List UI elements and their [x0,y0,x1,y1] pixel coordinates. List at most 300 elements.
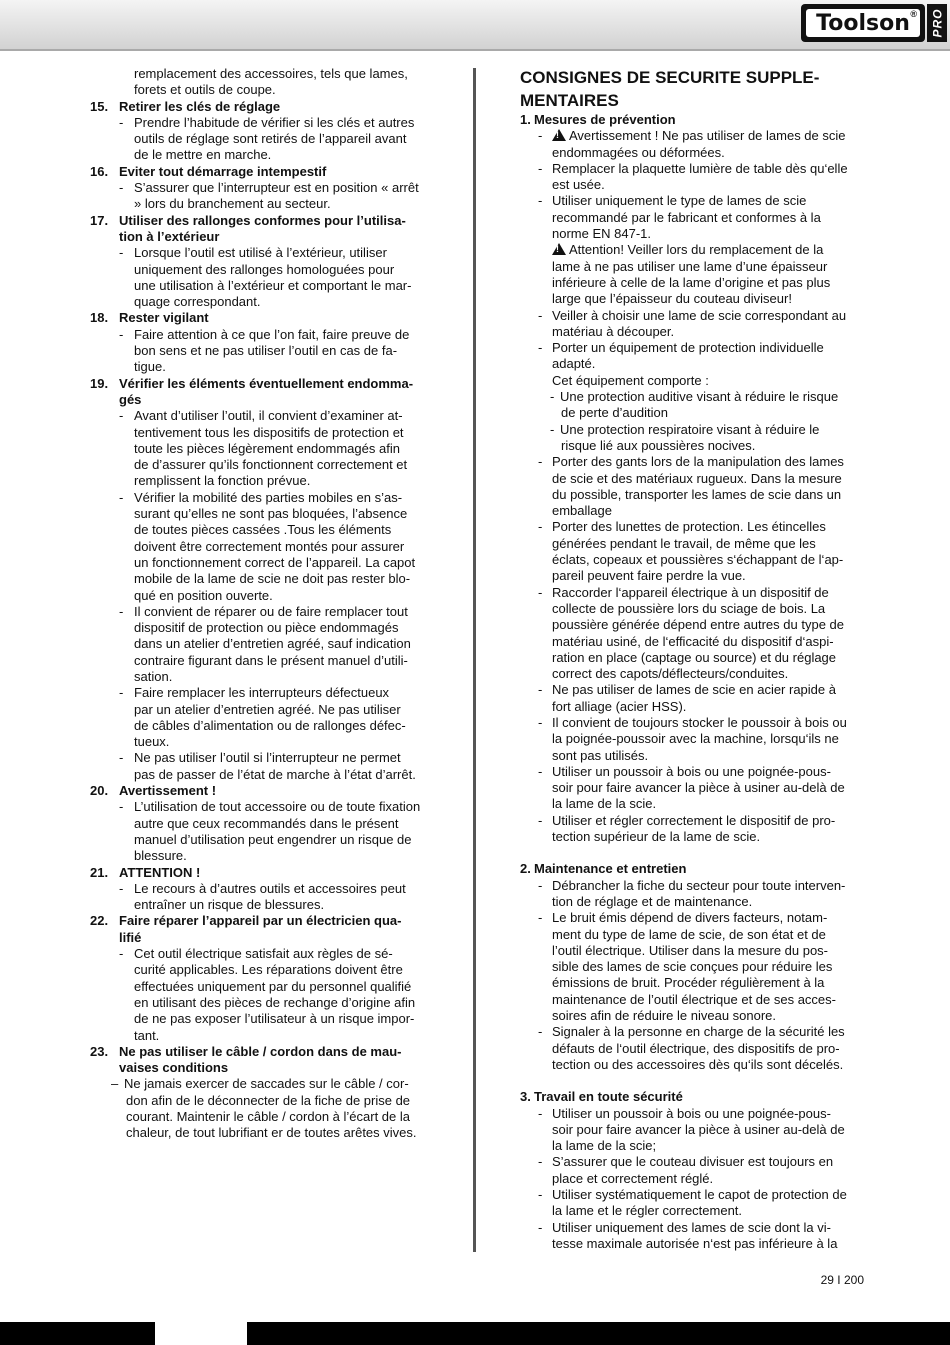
text-line [90,571,431,587]
heading-number [90,392,119,408]
registered-mark: ® [910,9,917,19]
list-item [119,685,431,701]
text-line-content: une utilisation à l’extérieur et comportant le mar- [134,277,412,293]
text-line-content: blessure. [134,848,187,864]
sub-list-item-text: Une protection respiratoire visant à réduire le [560,421,820,437]
list-item-text: Avertissement ! Ne pas utiliser de lames de scie [569,128,846,144]
text-line [90,82,431,98]
text-line [90,1125,431,1141]
pro-badge [927,4,947,42]
text-line [90,147,431,163]
text-line-content: manuel d’utilisation peut engendrer un risque de [134,831,412,847]
list-item-content [552,585,860,601]
numbered-heading [90,865,431,881]
text-line [520,568,860,584]
list-item-content [552,1154,860,1170]
list-item [111,1076,431,1092]
bullet: - [119,408,124,424]
heading-number: 15. [90,98,109,114]
text-line-content: large que l’épaisseur du couteau diviseur! [552,291,792,307]
list-item-text: Faire attention à ce que l’on fait, faire preuve de [134,326,410,342]
text-line-content: de perte d’audition [561,405,668,421]
text-line-content: sont pas utilisés. [552,747,649,763]
text-line [520,731,860,747]
list-item [538,1220,860,1236]
text-line [90,1028,431,1044]
text-line-content: la lame et le régler correctement. [552,1203,743,1219]
subsection-number: 1. [520,112,531,127]
text-line [520,975,860,991]
text-line [90,832,431,848]
list-item-content [552,813,860,829]
text-line-content: du possible, transporter les lames de scie dans un [552,486,842,502]
subsection-title: Maintenance et entretien [534,861,687,877]
text-line [520,959,860,975]
text-line-content: norme EN 847-1. [552,226,651,242]
bullet: - [550,421,555,437]
list-item [538,454,860,470]
list-item [538,878,860,894]
list-item-content [552,682,860,698]
text-line-content: de le mettre en marche. [134,147,272,163]
bullet: - [550,389,555,405]
text-line-content: uniquement des rallonges homologuées pour [134,261,395,277]
text-line [90,294,431,310]
text-line-content: de scie et des matériaux rugueux. Dans la mesure [552,470,842,486]
text-line-content: Cet équipement comporte : [552,372,709,388]
toolson-logo [801,4,925,42]
list-item [119,490,431,506]
text-line [90,620,431,636]
numbered-heading [90,392,431,408]
bullet: - [119,880,124,896]
warning-triangle-icon [552,243,566,255]
text-line [520,1057,860,1073]
text-line [520,829,860,845]
text-line [520,405,860,421]
text-line [520,487,860,503]
bullet: - [538,193,543,209]
numbered-heading [90,930,431,946]
text-line [520,699,860,715]
list-item-text: Porter des lunettes de protection. Les étincelles [552,519,826,535]
text-line-content: matériau usiné, de l‘efficacité du dispositif d‘aspi- [552,633,834,649]
text-line-content: défauts de l‘outil électrique, des dispositifs de pro- [552,1040,840,1056]
heading-number [90,1060,119,1076]
text-line-content: l’outil électrique. Utiliser dans la mesure du pos- [552,942,829,958]
text-line-content: tection supérieur de la lame de scie. [552,829,761,845]
list-item-text: Ne pas utiliser l’outil si l’interrupteur ne permet [134,750,401,766]
list-item-text: Il convient de toujours stocker le poussoir à bois ou [552,714,847,730]
text-line-content: de ne pas exposer l’utilisateur à un risque impor- [134,1011,415,1027]
numbered-heading [90,99,431,115]
text-line [520,601,860,617]
text-line-content: tentivement tous les dispositifs de protection et [134,424,404,440]
text-line [520,943,860,959]
text-line-content: de d’assurer qu’ils fonctionnent correctement et [134,457,408,473]
list-item-text: Lorsque l’outil est utilisé à l’extérieur, utiliser [134,245,387,261]
bullet: - [119,114,124,130]
text-line [520,1203,860,1219]
list-item-content [552,910,860,926]
heading-number: 17. [90,212,109,228]
heading-number: 16. [90,163,109,179]
list-item-text: Le recours à d’autres outils et accessoires peut [134,880,406,896]
text-line-content: endommagées ou déformées. [552,144,725,160]
text-line-content: tection ou des accessoires dès qu‘ils sont décelés. [552,1056,844,1072]
heading-text: vaises conditions [119,1060,229,1076]
text-line-content: matériau à découper. [552,323,675,339]
text-line-content: émissions de bruit. Procéder régulièrement à la [552,975,825,991]
bullet: - [538,307,543,323]
text-line-content: fort alliage (acier HSS). [552,698,687,714]
list-item-text: S’assurer que le couteau divisuer est toujours en [552,1154,834,1170]
bullet: - [538,1024,543,1040]
text-line [90,555,431,571]
text-line-content: tigue. [134,359,166,375]
list-item [538,1024,860,1040]
list-item-content [552,454,860,470]
heading-text: Ne pas utiliser le câble / cordon dans de mau- [119,1043,402,1059]
list-item-text: Ne jamais exercer de saccades sur le câble / cor- [124,1076,409,1092]
subsection-heading [520,1089,860,1105]
bullet: - [119,946,124,962]
logo-text: Toolson [816,10,910,36]
heading-number: 19. [90,375,109,391]
left-column [90,66,431,1142]
text-line-content: générées pendant le travail, de même que les [552,535,816,551]
list-item [538,1187,860,1203]
list-item [119,799,431,815]
text-line-content: mobile de la lame de scie ne doit pas rester blo- [134,571,411,587]
text-line-content: toute les pièces légèrement endommagés afin [134,440,400,456]
list-item [538,764,860,780]
subsection-heading [520,861,860,877]
text-line [520,259,860,275]
list-item-text: Utiliser un poussoir à bois ou une poignée-pous- [552,763,831,779]
heading-number [90,229,119,245]
bullet: - [119,799,124,815]
section-title [520,66,860,112]
list-item-content [552,519,860,535]
text-line [90,196,431,212]
list-item-content [552,161,860,177]
list-item [119,881,431,897]
list-item-content [552,715,860,731]
text-line-content: effectuées uniquement par du personnel qualifié [134,978,412,994]
heading-number: 22. [90,913,109,929]
text-line [90,1109,431,1125]
subsection-title: Travail en toute sécurité [534,1089,683,1105]
text-line [520,324,860,340]
text-line [520,1122,860,1138]
bullet: - [538,1154,543,1170]
list-item [538,715,860,731]
text-line [520,552,860,568]
text-line-content: don afin de le déconnecter de la fiche de prise de [126,1092,411,1108]
text-line-content: dispositif de protection ou pièce endommagés [134,620,399,636]
text-line [520,927,860,943]
page-number: 29 I 200 [820,1273,864,1287]
text-line [520,666,860,682]
text-line [520,1236,860,1252]
list-item-text: Utiliser uniquement des lames de scie dont la vi- [552,1219,831,1235]
bullet: - [538,714,543,730]
text-line-content: la lame de la scie. [552,796,657,812]
text-line [90,343,431,359]
list-item-text: Cet outil électrique satisfait aux règles de sé- [134,946,393,962]
text-line [90,441,431,457]
list-item [538,340,860,356]
text-line-content: est usée. [552,177,605,193]
subsection-number: 3. [520,1089,531,1105]
text-line-content: ration en place (captage ou source) et du réglage [552,649,837,665]
heading-number [90,930,119,946]
text-line [520,373,860,389]
text-line-content: quage correspondant. [134,294,261,310]
subsection-heading [520,112,860,128]
bullet: - [119,326,124,342]
bullet: - [538,763,543,779]
text-line [90,66,431,82]
list-item-content [552,1187,860,1203]
text-line-content: contraire figurant dans le présent manuel d’utili- [134,652,408,668]
list-item [538,308,860,324]
text-line-content: lame à ne pas utiliser une lame d’une épaisseur [552,258,828,274]
text-line [520,503,860,519]
text-line-content: soir pour faire avancer la pièce à usiner au-delà de [552,780,845,796]
text-line [90,848,431,864]
text-line-content: éclats, copeaux et poussières s‘échappant de l‘ap- [552,552,844,568]
text-line [90,131,431,147]
list-item [119,750,431,766]
text-line-content: tion de réglage et de maintenance. [552,893,753,909]
text-line [520,1171,860,1187]
text-line-content: place et correctement réglé. [552,1170,714,1186]
bullet: - [538,128,543,144]
list-item [538,910,860,926]
footer-bar [0,1322,950,1345]
text-line [90,1093,431,1109]
text-line [520,210,860,226]
text-line [520,242,860,258]
text-line [90,262,431,278]
list-item [119,946,431,962]
list-item-text: Le bruit émis dépend de divers facteurs, notam- [552,910,828,926]
text-line-content: tueux. [134,734,170,750]
heading-number: 18. [90,310,109,326]
text-line [520,1138,860,1154]
text-line [90,897,431,913]
text-line [520,992,860,1008]
text-line [90,734,431,750]
list-item-text: L’utilisation de tout accessoire ou de toute fixation [134,799,421,815]
text-line [520,145,860,161]
text-line-content: pareil peuvent faire perdre la vue. [552,568,746,584]
list-item-text: Débrancher la fiche du secteur pour toute interven- [552,877,846,893]
text-line-content: qué en position ouverte. [134,587,273,603]
bullet: - [119,603,124,619]
text-line [520,1041,860,1057]
text-line [90,588,431,604]
text-line-content: soir pour faire avancer la pièce à usiner au-delà de [552,1121,845,1137]
text-line [520,356,860,372]
list-item [538,585,860,601]
text-line-content: Attention! Veiller lors du remplacement de la [569,242,824,258]
bullet: - [538,1105,543,1121]
text-line-content: correct des capots/déflecteurs/conduites. [552,666,789,682]
bullet: - [538,1219,543,1235]
footer-gap [155,1322,247,1345]
text-line-content: la poignée-poussoir avec la machine, lorsqu‘ils ne [552,731,839,747]
text-line [520,634,860,650]
list-item-text: Avant d’utiliser l’outil, il convient d’examiner at- [134,408,403,424]
heading-text: Eviter tout démarrage intempestif [119,163,327,179]
text-line [90,506,431,522]
bullet: - [538,454,543,470]
list-item-text: Il convient de réparer ou de faire remplacer tout [134,603,408,619]
warning-triangle-icon [552,129,566,141]
text-line-content: de toutes pièces cassées .Tous les éléments [134,522,392,538]
text-line [90,995,431,1011]
text-line-content: risque lié aux poussières nocives. [561,437,756,453]
numbered-heading [90,913,431,929]
list-item [538,193,860,209]
right-column-body [520,112,860,1252]
text-line-content: recommandé par le fabricant et conformes à la [552,209,821,225]
spacer [520,845,860,861]
list-item-content [552,308,860,324]
text-line-content: remplissent la fonction prévue. [134,473,311,489]
heading-number: 20. [90,783,109,799]
bullet: - [538,340,543,356]
text-line [520,291,860,307]
text-line-content: autre que ceux recommandés dans le présent [134,815,399,831]
list-item-text: S’assurer que l’interrupteur est en position « arrêt [134,180,419,196]
heading-text: Faire réparer l’appareil par un électricien qua- [119,913,402,929]
text-line-content: tant. [134,1027,160,1043]
list-item [538,813,860,829]
bullet: - [119,180,124,196]
list-item-text: Prendre l’habitude de vérifier si les clés et autres [134,114,415,130]
list-item-content [552,1106,860,1122]
text-line-content: sible des lames de scie conçues pour réduire les [552,959,833,975]
text-line [90,669,431,685]
text-line-content: entraîner un risque de blessures. [134,897,325,913]
numbered-heading [90,1060,431,1076]
text-line-content: pas de passer de l’état de marche à l’état d’arrêt. [134,766,416,782]
list-item-content [552,1220,860,1236]
list-item [119,180,431,196]
list-item-content [552,128,860,144]
numbered-heading [90,376,431,392]
text-line [520,471,860,487]
list-item-content [552,764,860,780]
heading-text: ATTENTION ! [119,864,201,880]
bullet: - [119,489,124,505]
text-line [90,816,431,832]
list-item-text: Signaler à la personne en charge de la sécurité les [552,1024,845,1040]
text-line-content: outils de réglage sont retirés de l’appareil avant [134,131,407,147]
heading-text: Utiliser des rallonges conformes pour l’utilisa- [119,212,406,228]
heading-text: tion à l’extérieur [119,228,220,244]
bullet: - [538,584,543,600]
right-column [520,66,860,1252]
text-line-content: maintenance de l’outil électrique et de ses acces- [552,991,836,1007]
text-line-content: soires afin de réduire le niveau sonore. [552,1008,777,1024]
numbered-heading [90,229,431,245]
list-item-text: Faire remplacer les interrupteurs défectueux [134,685,390,701]
text-line [520,796,860,812]
list-item-content [552,340,860,356]
list-item-content [552,193,860,209]
text-line [520,1008,860,1024]
list-item-text: Utiliser uniquement le type de lames de scie [552,193,807,209]
text-line [90,636,431,652]
subsection-title: Mesures de prévention [534,112,676,127]
heading-text: lifié [119,929,142,945]
text-line-content: doivent être correctement montés pour assurer [134,538,405,554]
list-item-text: Remplacer la plaquette lumière de table dès qu‘elle [552,160,848,176]
text-line-content: collecte de poussière lors du sciage de bois. La [552,600,826,616]
list-item [538,1154,860,1170]
text-line-content: tesse maximale autorisée n‘est pas inférieure à la [552,1235,838,1251]
text-line [90,278,431,294]
bullet: - [119,750,124,766]
text-line-content: par un atelier d’entretien agréé. Ne pas utiliser [134,701,401,717]
list-item [119,327,431,343]
list-item [538,161,860,177]
text-line [520,177,860,193]
text-line-content: courant. Maintenir le câble / cordon à l’écart de la [126,1109,410,1124]
text-line-content: chaleur, de tout lubrifiant er de toutes arêtes vives. [126,1125,417,1141]
text-line [90,718,431,734]
list-item-text: Porter un équipement de protection individuelle [552,340,824,356]
list-item-text: Utiliser et régler correctement le dispositif de pro- [552,812,836,828]
bullet: - [538,910,543,926]
heading-text: Vérifier les éléments éventuellement endomma- [119,375,414,391]
list-item-text: Utiliser systématiquement le capot de protection de [552,1187,847,1202]
text-line-content: ment du type de lame de scie, de son état et de [552,926,826,942]
numbered-heading [90,310,431,326]
text-line [90,359,431,375]
pro-label: PRO [930,8,945,38]
text-line [90,767,431,783]
list-item-content [552,1024,860,1040]
text-line [90,979,431,995]
text-line [520,438,860,454]
text-line [520,748,860,764]
bullet: - [538,519,543,535]
bullet: - [538,1187,543,1202]
bullet: – [111,1076,119,1092]
heading-text: Retirer les clés de réglage [119,98,281,114]
text-line-content: en utilisant des pièces de rechange d’origine afin [134,994,416,1010]
numbered-heading [90,1044,431,1060]
text-line [90,539,431,555]
text-line [520,617,860,633]
list-item [119,604,431,620]
heading-text: Rester vigilant [119,310,209,326]
column-divider [473,68,476,1252]
text-line [520,226,860,242]
list-item [119,245,431,261]
text-line [90,473,431,489]
list-item-text: Vérifier la mobilité des parties mobiles en s’as- [134,489,403,505]
text-line-content: emballage [552,503,612,519]
list-item [119,115,431,131]
list-item-text: Utiliser un poussoir à bois ou une poignée-pous- [552,1105,831,1121]
